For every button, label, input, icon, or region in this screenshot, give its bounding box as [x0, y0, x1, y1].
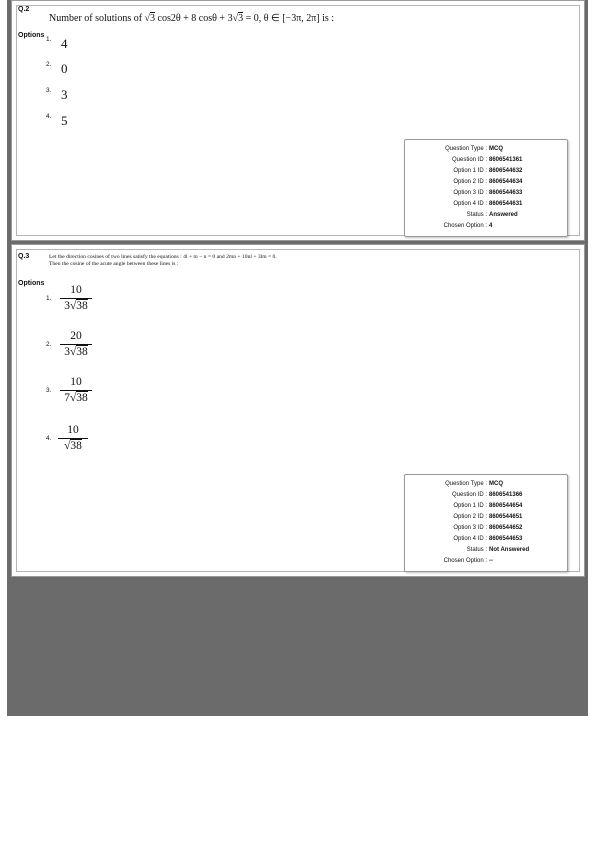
info-label: Option 4 ID : — [453, 536, 487, 542]
sqrt-symbol: √ — [64, 440, 71, 452]
sqrt-symbol: √ — [69, 300, 77, 312]
info-label: Question ID : — [451, 492, 487, 498]
chosen-option-value: 4 — [489, 223, 493, 229]
info-value: 8606544633 — [489, 190, 523, 196]
option-number: 2. — [46, 341, 52, 348]
info-label: Status : — [466, 547, 487, 553]
info-label: Option 1 ID : — [453, 168, 487, 174]
sqrt-radicand: 3 — [238, 13, 244, 24]
question-panel-q2 — [11, 0, 585, 241]
options-label: Options — [18, 280, 45, 287]
question-text-mid: cos2θ + 8 cosθ + 3 — [155, 13, 233, 24]
sqrt-symbol: √ — [69, 346, 77, 358]
option-value[interactable]: 5 — [61, 113, 68, 128]
option-fraction[interactable] — [60, 330, 92, 359]
info-value: 8606544632 — [489, 168, 523, 174]
radical-coefficient: 7 — [64, 392, 70, 404]
info-label: Option 1 ID : — [453, 503, 487, 509]
fraction-denominator — [60, 392, 92, 405]
info-value: 8606541361 — [489, 157, 523, 163]
question-info-box — [404, 139, 568, 237]
info-label: Question Type : — [445, 146, 487, 152]
status-value: Not Answered — [489, 547, 530, 553]
question-panel-q3 — [11, 244, 585, 577]
option-value[interactable]: 4 — [61, 36, 68, 51]
radicand: 38 — [76, 392, 88, 404]
info-label: Option 3 ID : — [453, 525, 487, 531]
question-number: Q.3 — [18, 253, 30, 260]
info-label: Chosen Option : — [443, 223, 487, 229]
info-label: Option 3 ID : — [453, 190, 487, 196]
info-label: Option 2 ID : — [453, 514, 487, 520]
question-text-prefix: Number of solutions of — [49, 13, 145, 24]
sqrt-radicand: 3 — [150, 13, 156, 24]
status-value: Answered — [489, 212, 518, 218]
options-label: Options — [18, 32, 45, 39]
sqrt-symbol: √ — [232, 13, 239, 24]
question-info-box — [404, 474, 568, 572]
info-value: 8606544631 — [489, 201, 523, 207]
fraction-numerator: 10 — [70, 376, 82, 388]
info-label: Chosen Option : — [443, 558, 487, 564]
radical-coefficient: 3 — [64, 346, 70, 358]
info-label: Question Type : — [445, 481, 487, 487]
chosen-option-value: -- — [489, 558, 493, 564]
radicand: 38 — [76, 300, 88, 312]
question-text — [49, 13, 334, 24]
option-number: 1. — [46, 295, 52, 302]
sqrt-symbol: √ — [69, 392, 77, 404]
radicand: 38 — [70, 440, 82, 452]
option-number: 4. — [46, 113, 52, 120]
info-value: 8606544653 — [489, 536, 523, 542]
info-label: Option 4 ID : — [453, 201, 487, 207]
option-value[interactable]: 0 — [61, 61, 68, 76]
option-number: 4. — [46, 435, 52, 442]
option-fraction[interactable] — [58, 424, 88, 453]
info-value: 8606544634 — [489, 179, 523, 185]
fraction-numerator: 10 — [67, 424, 79, 436]
fraction-numerator: 20 — [70, 330, 82, 342]
info-label: Status : — [466, 212, 487, 218]
option-number: 2. — [46, 61, 52, 68]
info-label: Question ID : — [451, 157, 487, 163]
info-value: 8606541366 — [489, 492, 523, 498]
option-number: 1. — [46, 36, 52, 43]
info-value: 8606544652 — [489, 525, 523, 531]
question-number: Q.2 — [18, 6, 30, 13]
info-value: 8606544651 — [489, 514, 523, 520]
option-fraction[interactable] — [60, 376, 92, 405]
option-fraction[interactable] — [60, 284, 92, 313]
fraction-denominator — [58, 440, 88, 453]
info-value: 8606544654 — [489, 503, 523, 509]
fraction-denominator — [60, 300, 92, 313]
info-value: MCQ — [489, 146, 503, 152]
question-text-line1: Let the direction cosines of two lines satisfy the equations : 4l + m − n = 0 and 2mn + 10nl + 3lm = 0. — [49, 254, 277, 260]
option-number: 3. — [46, 87, 52, 94]
option-number: 3. — [46, 387, 52, 394]
question-text-end: = 0, θ ∈ [−3π, 2π] is : — [243, 13, 335, 24]
info-label: Option 2 ID : — [453, 179, 487, 185]
sqrt-symbol: √ — [144, 13, 151, 24]
fraction-denominator — [60, 346, 92, 359]
radical-coefficient: 3 — [64, 300, 70, 312]
info-value: MCQ — [489, 481, 503, 487]
fraction-numerator: 10 — [70, 284, 82, 296]
option-value[interactable]: 3 — [61, 87, 68, 102]
radicand: 38 — [76, 346, 88, 358]
question-text-line2: Then the cosine of the acute angle between these lines is : — [49, 261, 179, 267]
